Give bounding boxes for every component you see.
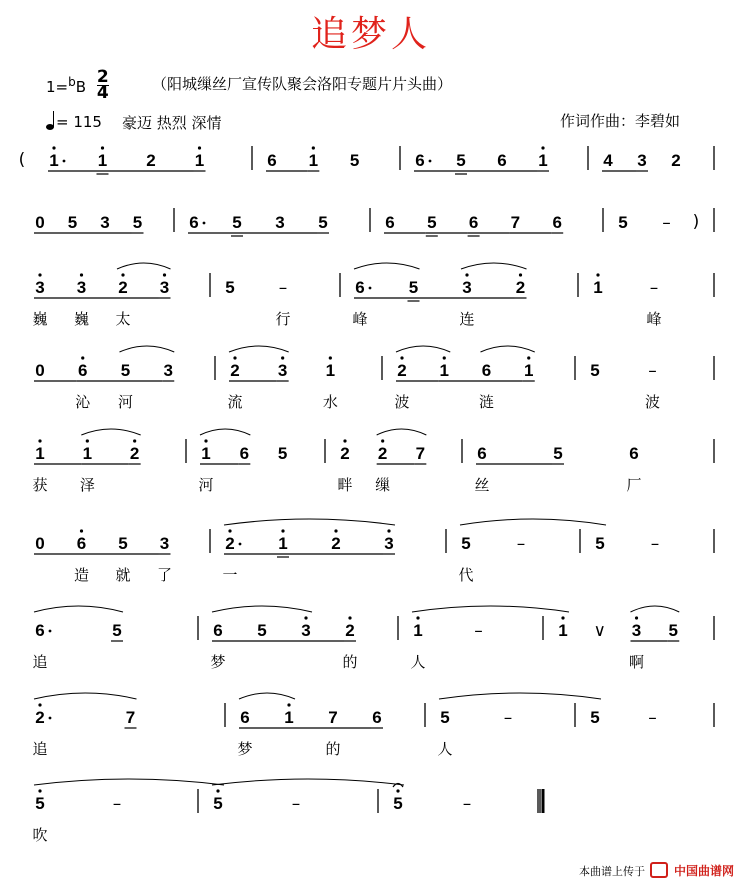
note: 6 [477, 444, 487, 463]
note: 5 [120, 361, 131, 380]
lyric-syllable: 巍 [73, 310, 90, 328]
slur-arc [631, 606, 680, 612]
note: 7 [328, 708, 338, 727]
slur-arc [81, 429, 140, 435]
octave-dot [400, 356, 403, 359]
lyric-syllable: 沁 [75, 393, 91, 411]
lyric-syllable: 涟 [478, 393, 495, 411]
augmentation-dot [203, 222, 206, 225]
note: 5 [349, 151, 360, 170]
octave-dot [596, 273, 599, 276]
note: 6 [76, 534, 87, 553]
note: 5 [590, 708, 600, 727]
note: 3 [301, 621, 311, 640]
note: 2 [340, 444, 350, 463]
note: 5 [118, 534, 128, 553]
lyric-syllable: 水 [322, 393, 338, 411]
dash: – [291, 794, 301, 814]
time-signature: $\frac{2}{4}$ [96, 67, 109, 103]
octave-dot [561, 616, 564, 619]
note: 0 [35, 213, 45, 232]
slur-arc [412, 606, 569, 612]
octave-dot [101, 146, 104, 149]
note: 3 [76, 278, 87, 297]
lyric-syllable: 人 [437, 740, 453, 758]
tempo-mark: = 115 [46, 112, 102, 131]
slur-arc [481, 346, 535, 352]
note: 2 [377, 444, 388, 463]
octave-dot [635, 616, 638, 619]
slur-arc [200, 429, 250, 435]
note: 1 [413, 621, 423, 640]
note: 0 [35, 534, 45, 553]
octave-dot [348, 616, 351, 619]
note: 5 [590, 361, 600, 380]
note: 5 [35, 794, 45, 813]
key-signature: 1=$^b$B [46, 75, 87, 96]
lyric-syllable: 就 [115, 566, 131, 584]
octave-dot [228, 529, 231, 532]
note: 2 [671, 151, 681, 170]
note: 3 [631, 621, 642, 640]
lyric-syllable: 的 [325, 740, 341, 758]
octave-dot [416, 616, 419, 619]
slur-arc [377, 429, 427, 435]
note: 5 [393, 794, 403, 813]
dash: – [648, 361, 657, 381]
dash: – [648, 708, 657, 728]
note: 3 [637, 151, 647, 170]
lyric-syllable: 梦 [210, 653, 226, 671]
subtitle: （阳城缫丝厂宣传队聚会洛阳专题片片头曲） [152, 75, 453, 93]
lyric-syllable: 河 [117, 393, 134, 411]
lyric-syllable: 畔 [337, 476, 353, 494]
slur-arc [460, 519, 606, 525]
dash: – [503, 708, 513, 728]
note: 5 [461, 534, 471, 553]
augmentation-dot [63, 160, 66, 163]
note: 5 [112, 621, 122, 640]
note: 1 [439, 361, 449, 380]
note: 1 [49, 151, 59, 170]
augmentation-dot [49, 630, 52, 633]
note: 6 [415, 151, 425, 170]
note: 2 [35, 708, 45, 727]
lyric-syllable: 获 [32, 476, 48, 494]
octave-dot [541, 146, 544, 149]
note: 3 [35, 278, 45, 297]
dash: – [278, 278, 288, 298]
footer-watermark [579, 862, 734, 879]
octave-dot [163, 273, 166, 276]
lyric-syllable: 追 [32, 740, 48, 758]
note: 3 [462, 278, 472, 297]
credits: 作词作曲：李碧如 [560, 112, 681, 130]
lyric-syllable: 吹 [32, 826, 48, 844]
slur-arc [34, 693, 137, 699]
note: 6 [481, 361, 492, 380]
augmentation-dot [49, 717, 52, 720]
note: 2 [118, 278, 128, 297]
note: 3 [159, 534, 170, 553]
close-paren: ) [692, 212, 700, 232]
note: 3 [100, 213, 110, 232]
slur-arc [354, 263, 420, 269]
lyric-syllable: 波 [644, 393, 661, 411]
lyric-syllable: 流 [227, 393, 243, 411]
lyric-syllable: 丝 [474, 476, 490, 494]
note: 5 [427, 213, 437, 232]
lyric-syllable: 造 [73, 566, 90, 584]
octave-dot [527, 356, 530, 359]
slur-arc [120, 346, 175, 352]
note: 3 [159, 278, 170, 297]
note: 4 [603, 151, 613, 170]
note: 3 [163, 361, 173, 380]
note: 5 [213, 794, 223, 813]
octave-dot [233, 356, 236, 359]
octave-dot [38, 789, 41, 792]
lyric-syllable: 峰 [352, 310, 368, 328]
note: 1 [325, 361, 336, 380]
lyric-syllable: 连 [459, 310, 475, 328]
note: 5 [440, 708, 450, 727]
note: 6 [497, 151, 507, 170]
note: 5 [456, 151, 466, 170]
octave-dot [216, 789, 219, 792]
lyric-syllable: 泽 [79, 476, 95, 494]
note: 1 [97, 151, 108, 170]
lyric-syllable: 厂 [626, 476, 642, 494]
octave-dot [381, 439, 384, 442]
note: 1 [558, 621, 568, 640]
octave-dot [519, 273, 522, 276]
note: 5 [553, 444, 563, 463]
octave-dot [38, 703, 41, 706]
octave-dot [343, 439, 346, 442]
octave-dot [86, 439, 89, 442]
lyric-syllable: 河 [198, 476, 214, 494]
lyric-syllable: 巍 [32, 310, 48, 328]
slur-arc [34, 779, 224, 785]
octave-dot [38, 273, 41, 276]
note: 1 [278, 534, 288, 553]
note: 1 [524, 361, 534, 380]
slur-arc [212, 606, 312, 612]
lyric-syllable: 梦 [237, 740, 253, 758]
note: 5 [257, 621, 267, 640]
note: 0 [35, 361, 45, 380]
note: 5 [595, 534, 605, 553]
note: 7 [415, 444, 426, 463]
note: 6 [355, 278, 365, 297]
note: 5 [668, 621, 678, 640]
note: 1 [284, 708, 294, 727]
note: 5 [277, 444, 288, 463]
note: 2 [515, 278, 526, 297]
octave-dot [443, 356, 446, 359]
note: 2 [331, 534, 341, 553]
dash: – [649, 278, 659, 298]
note: 6 [239, 444, 250, 463]
note: 1 [538, 151, 548, 170]
octave-dot [80, 529, 83, 532]
note: 5 [132, 213, 143, 232]
octave-dot [38, 439, 41, 442]
augmentation-dot [369, 287, 372, 290]
lyric-syllable: 追 [32, 653, 48, 671]
note: 2 [129, 444, 140, 463]
lyric-syllable: 太 [115, 310, 131, 328]
note: 2 [230, 361, 240, 380]
lyric-syllable: 人 [410, 653, 426, 671]
note: 6 [189, 213, 199, 232]
octave-dot [198, 146, 201, 149]
note: 6 [267, 151, 277, 170]
note: 6 [213, 621, 223, 640]
octave-dot [133, 439, 136, 442]
slur-arc [117, 263, 171, 269]
octave-dot [81, 356, 84, 359]
dash: – [650, 534, 660, 554]
lyric-syllable: 一 [222, 566, 238, 584]
lyric-syllable: 波 [394, 393, 410, 411]
octave-dot [281, 356, 284, 359]
octave-dot [465, 273, 468, 276]
note: 1 [593, 278, 603, 297]
note: 6 [372, 708, 382, 727]
dash: – [112, 794, 122, 814]
lyric-syllable: 行 [275, 310, 291, 328]
slur-arc [461, 263, 527, 269]
note: 7 [510, 213, 521, 232]
octave-dot [281, 529, 284, 532]
lyric-syllable: 啊 [628, 653, 645, 671]
note: 6 [78, 361, 88, 380]
octave-dot [304, 616, 307, 619]
slur-arc [212, 779, 404, 785]
octave-dot [204, 439, 207, 442]
note: 5 [225, 278, 235, 297]
dash: – [462, 794, 472, 814]
octave-dot [287, 703, 290, 706]
lyric-syllable: 峰 [646, 310, 662, 328]
slur-arc [439, 693, 601, 699]
octave-dot [334, 529, 337, 532]
note: 5 [618, 213, 628, 232]
note: 6 [552, 213, 562, 232]
slur-arc [34, 606, 123, 612]
note: 3 [277, 361, 288, 380]
note: 1 [194, 151, 205, 170]
octave-dot [121, 273, 124, 276]
note: 1 [82, 444, 93, 463]
note: 5 [408, 278, 419, 297]
note: 6 [629, 444, 639, 463]
slur-arc [229, 346, 289, 352]
note: 5 [67, 213, 78, 232]
octave-dot [312, 146, 315, 149]
song-title: 追梦人 [310, 14, 431, 55]
note: 5 [232, 213, 242, 232]
octave-dot [52, 146, 55, 149]
note: 1 [35, 444, 45, 463]
note: 2 [225, 534, 235, 553]
augmentation-dot [429, 160, 432, 163]
note: 6 [35, 621, 45, 640]
open-paren: ( [18, 150, 26, 170]
note: 3 [275, 213, 285, 232]
dash: – [516, 534, 526, 554]
note: 7 [125, 708, 136, 727]
octave-dot [387, 529, 390, 532]
note: 6 [240, 708, 250, 727]
breath-mark: ∨ [593, 621, 606, 641]
note: 6 [385, 213, 395, 232]
octave-dot [396, 789, 399, 792]
slur-arc [224, 519, 395, 525]
dash: – [662, 213, 671, 233]
octave-dot [80, 273, 83, 276]
augmentation-dot [239, 543, 242, 546]
note: 2 [345, 621, 355, 640]
lyric-syllable: 缫 [375, 476, 391, 494]
slur-arc [396, 346, 450, 352]
note: 2 [397, 361, 407, 380]
footer-site[interactable]: 中国曲谱网 [673, 864, 734, 878]
dash: – [474, 621, 483, 641]
octave-dot [329, 356, 332, 359]
lyric-syllable: 了 [156, 566, 173, 584]
note: 2 [146, 151, 156, 170]
footer-prefix: 本曲谱上传于 [578, 865, 645, 878]
note: 5 [318, 213, 328, 232]
note: 3 [384, 534, 394, 553]
expression-mark: 豪迈 热烈 深情 [122, 114, 222, 132]
note: 1 [201, 444, 211, 463]
lyric-syllable: 代 [458, 566, 474, 584]
note: 6 [468, 213, 479, 232]
site-logo-icon [650, 862, 668, 878]
lyric-syllable: 的 [342, 653, 358, 671]
note: 1 [308, 151, 319, 170]
slur-arc [239, 693, 295, 699]
